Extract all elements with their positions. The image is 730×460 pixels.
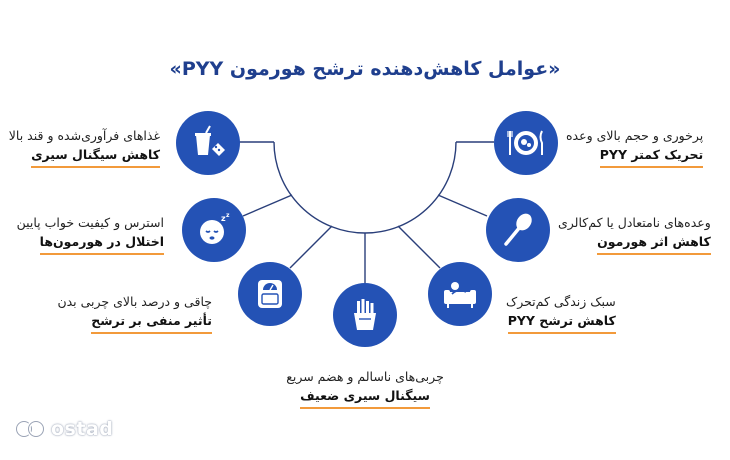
spoon-icon xyxy=(486,198,550,262)
factor-obesity xyxy=(57,292,212,334)
factor-main-text: پرخوری و حجم بالای وعده xyxy=(566,128,704,143)
factor-main-text: سبک زندگی کم‌تحرک xyxy=(506,294,616,309)
factor-main-text: استرس و کیفیت خواب پایین xyxy=(16,215,164,230)
factor-main-text: چاقی و درصد بالای چربی بدن xyxy=(57,294,212,309)
factor-main-text: چربی‌های ناسالم و هضم سریع xyxy=(286,369,444,384)
sleep-face-icon xyxy=(182,198,246,262)
plate-icon xyxy=(494,111,558,175)
connector-arc xyxy=(274,142,456,233)
factor-effect-text: کاهش اثر هورمون xyxy=(597,232,711,254)
connector-spoke xyxy=(398,226,440,268)
factor-effect-text: سیگنال سیری ضعیف xyxy=(300,386,430,408)
factor-overeating xyxy=(566,126,703,168)
factor-main-text: غذاهای فرآوری‌شده و قند بالا xyxy=(8,128,160,143)
factor-sedentary xyxy=(506,292,616,334)
connector-spoke xyxy=(243,195,292,216)
factor-effect-text: تحریک کمتر PYY xyxy=(600,145,703,167)
svg-text:z: z xyxy=(221,214,226,223)
couch-icon xyxy=(428,262,492,326)
ostad-logo-text: ostad xyxy=(51,418,114,440)
connector-spoke xyxy=(290,226,332,268)
food-drink-icon xyxy=(176,111,240,175)
factor-effect-text: کاهش ترشح PYY xyxy=(508,311,616,333)
factor-effect-text: اختلال در هورمون‌ها xyxy=(40,232,164,254)
factor-main-text: وعده‌های نامتعادل یا کم‌کالری xyxy=(558,215,711,230)
svg-text:z: z xyxy=(226,212,230,219)
ostad-logo xyxy=(14,418,113,440)
factor-unhealthy-fats xyxy=(0,367,730,409)
scale-icon xyxy=(238,262,302,326)
factor-effect-text: تأثیر منفی بر ترشح xyxy=(91,311,212,333)
connector-spoke xyxy=(438,195,487,216)
factor-processed-food xyxy=(9,126,160,168)
ostad-logo-mark-icon xyxy=(14,418,46,440)
factor-effect-text: کاهش سیگنال سیری xyxy=(31,145,160,167)
page-title: «عوامل کاهش‌دهنده ترشح هورمون PYY» xyxy=(169,58,561,80)
fries-icon xyxy=(333,283,397,347)
factor-unbalanced-meals xyxy=(558,213,711,255)
factor-stress-sleep xyxy=(17,213,164,255)
